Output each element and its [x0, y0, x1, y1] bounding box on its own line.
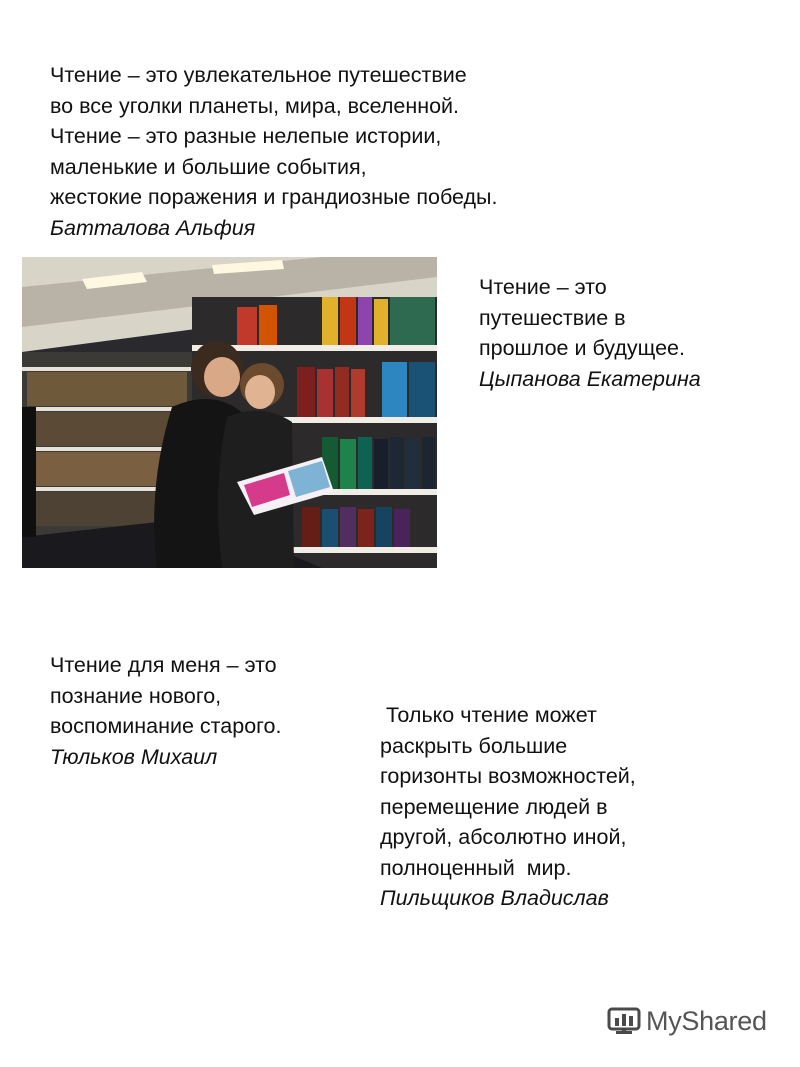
quote-line: Чтение – это увлекательное путешествие: [50, 63, 467, 87]
quote-author: Тюльков Михаил: [50, 744, 218, 769]
quote-line: перемещение людей в: [380, 794, 608, 819]
myshared-logo[interactable]: [606, 1000, 767, 1042]
quote-line: Чтение – это разные нелепые истории,: [50, 124, 442, 148]
logo-text: MyShared: [646, 1005, 767, 1036]
quote-line: Чтение – это: [479, 275, 607, 299]
quote-battalova: [50, 60, 497, 243]
quote-line: полноценный мир.: [380, 855, 572, 880]
quote-line: Только чтение может: [380, 703, 597, 727]
quote-tsypanova: [479, 272, 701, 394]
quote-line: маленькие и большие события,: [50, 154, 367, 179]
quote-line: жестокие поражения и грандиозные победы.: [50, 185, 498, 209]
quote-line: горизонты возможностей,: [380, 764, 636, 788]
quote-tyulkov: [50, 650, 281, 772]
quote-line: воспоминание старого.: [50, 714, 282, 738]
quote-line: путешествие в: [479, 305, 626, 330]
quote-line: другой, абсолютно иной,: [380, 825, 627, 849]
quote-author: Батталова Альфия: [50, 215, 256, 240]
quote-line: познание нового,: [50, 683, 222, 708]
quote-author: Пильщиков Владислав: [380, 886, 609, 910]
library-photo: [22, 257, 437, 568]
quote-pilshchikov: [380, 700, 636, 914]
quote-line: прошлое и будущее.: [479, 336, 685, 360]
quote-line: Чтение для меня – это: [50, 653, 277, 677]
myshared-logo-icon: [606, 1003, 642, 1039]
quote-line: раскрыть большие: [380, 733, 568, 758]
quote-author: Цыпанова Екатерина: [479, 366, 701, 391]
quote-line: во все уголки планеты, мира, вселенной.: [50, 93, 460, 118]
